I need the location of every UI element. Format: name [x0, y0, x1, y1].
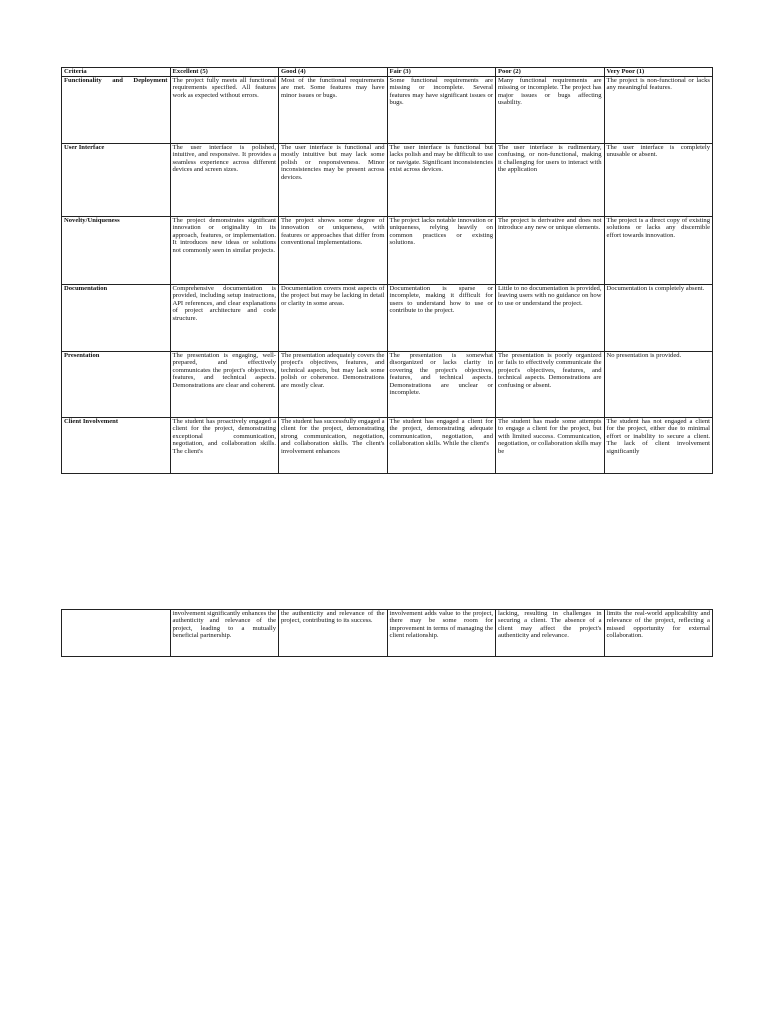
rubric-cell: The student has not engaged a client for the project, either due to minimal effort or inability to secure a client. The lack of client involvement significantly [604, 418, 713, 474]
rubric-cell: involvement adds value to the project, there may be some room for improvement in terms of managing the client relationship. [387, 610, 496, 657]
rubric-cell: The student has engaged a client for the project, demonstrating adequate communication, negotiation, and collaboration skills. While the client's [387, 418, 496, 474]
rubric-cell: The presentation is somewhat disorganized or lacks clarity in covering the project's objectives, features, and technical aspects. Demonstrations are unclear or incomplete. [387, 352, 496, 418]
criteria-cell: Functionality and Deployment [62, 77, 171, 144]
header-fair: Fair (3) [387, 68, 496, 77]
rubric-table [61, 67, 713, 474]
rubric-table-continuation [61, 609, 713, 657]
rubric-cell: The project shows some degree of innovation or uniqueness, with features or approaches that differ from conventional implementations. [279, 217, 388, 285]
rubric-cell: The presentation adequately covers the project's objectives, features, and technical aspects, but may lack some polish or coherence. Demonstrations are mostly clear. [279, 352, 388, 418]
table-row [62, 77, 713, 144]
header-very-poor: Very Poor (1) [604, 68, 713, 77]
rubric-cell: Some functional requirements are missing or incomplete. Several features may have significant issues or bugs. [387, 77, 496, 144]
rubric-cell: The project is non-functional or lacks any meaningful features. [604, 77, 713, 144]
rubric-cell: The project fully meets all functional requirements specified. All features work as expected without errors. [170, 77, 279, 144]
table-row [62, 144, 713, 217]
rubric-cell: Many functional requirements are missing or incomplete. The project has major issues or bugs affecting usability. [496, 77, 605, 144]
table-row [62, 418, 713, 474]
header-criteria: Criteria [62, 68, 171, 77]
rubric-cell: limits the real-world applicability and relevance of the project, reflecting a missed opportunity for external collaboration. [604, 610, 713, 657]
criteria-cell: Presentation [62, 352, 171, 418]
rubric-cell: The user interface is rudimentary, confusing, or non-functional, making it challenging for users to interact with the application [496, 144, 605, 217]
rubric-cell: The student has successfully engaged a client for the project, demonstrating strong communication, negotiation, and collaboration skills. The client's involvement enhances [279, 418, 388, 474]
criteria-cell: User Interface [62, 144, 171, 217]
rubric-cell: Comprehensive documentation is provided, including setup instructions, API references, and clear explanations of project architecture and code structure. [170, 285, 279, 352]
rubric-cell: lacking, resulting in challenges in securing a client. The absence of a client may affect the project's authenticity and relevance. [496, 610, 605, 657]
table-row [62, 285, 713, 352]
header-excellent: Excellent (5) [170, 68, 279, 77]
header-row [62, 68, 713, 77]
rubric-cell: Most of the functional requirements are met. Some features may have minor issues or bugs. [279, 77, 388, 144]
table-row [62, 610, 713, 657]
rubric-cell: The project is a direct copy of existing solutions or lacks any discernible effort towards innovation. [604, 217, 713, 285]
rubric-cell: The project is derivative and does not introduce any new or unique elements. [496, 217, 605, 285]
criteria-cell: Documentation [62, 285, 171, 352]
table-row [62, 217, 713, 285]
rubric-cell: The user interface is completely unusable or absent. [604, 144, 713, 217]
rubric-cell: Documentation is sparse or incomplete, making it difficult for users to understand how to use or contribute to the project. [387, 285, 496, 352]
rubric-cell: The student has proactively engaged a client for the project, demonstrating exceptional communication, negotiation, and collaboration skills. The client's [170, 418, 279, 474]
rubric-cell: Little to no documentation is provided, leaving users with no guidance on how to use or understand the project. [496, 285, 605, 352]
rubric-cell: The user interface is functional but lacks polish and may be difficult to use or navigate. Significant inconsistencies exist across devices. [387, 144, 496, 217]
rubric-cell: The project lacks notable innovation or uniqueness, relying heavily on common practices or existing solutions. [387, 217, 496, 285]
rubric-cell: Documentation is completely absent. [604, 285, 713, 352]
header-poor: Poor (2) [496, 68, 605, 77]
table-row [62, 352, 713, 418]
rubric-cell: The presentation is engaging, well-prepared, and effectively communicates the project's objectives, features, and technical aspects. Demonstrations are clear and coherent. [170, 352, 279, 418]
criteria-cell: Client Involvement [62, 418, 171, 474]
criteria-cell [62, 610, 171, 657]
rubric-cell: the authenticity and relevance of the project, contributing to its success. [279, 610, 388, 657]
rubric-cell: The user interface is functional and mostly intuitive but may lack some polish or responsiveness. Minor inconsistencies may be present across devices. [279, 144, 388, 217]
rubric-cell: The user interface is polished, intuitive, and responsive. It provides a seamless experience across different devices and screen sizes. [170, 144, 279, 217]
rubric-cell: The project demonstrates significant innovation or originality in its approach, features, or implementation. It introduces new ideas or solutions not commonly seen in similar projects. [170, 217, 279, 285]
header-good: Good (4) [279, 68, 388, 77]
criteria-cell: Novelty/Uniqueness [62, 217, 171, 285]
rubric-cell: No presentation is provided. [604, 352, 713, 418]
rubric-cell: involvement significantly enhances the authenticity and relevance of the project, leading to a mutually beneficial partnership. [170, 610, 279, 657]
rubric-cell: The presentation is poorly organized or fails to effectively communicate the project's objectives, features, and technical aspects. Demonstrations are confusing or absent. [496, 352, 605, 418]
rubric-cell: The student has made some attempts to engage a client for the project, but with limited success. Communication, negotiation, or collaboration skills may be [496, 418, 605, 474]
rubric-cell: Documentation covers most aspects of the project but may be lacking in detail or clarity in some areas. [279, 285, 388, 352]
